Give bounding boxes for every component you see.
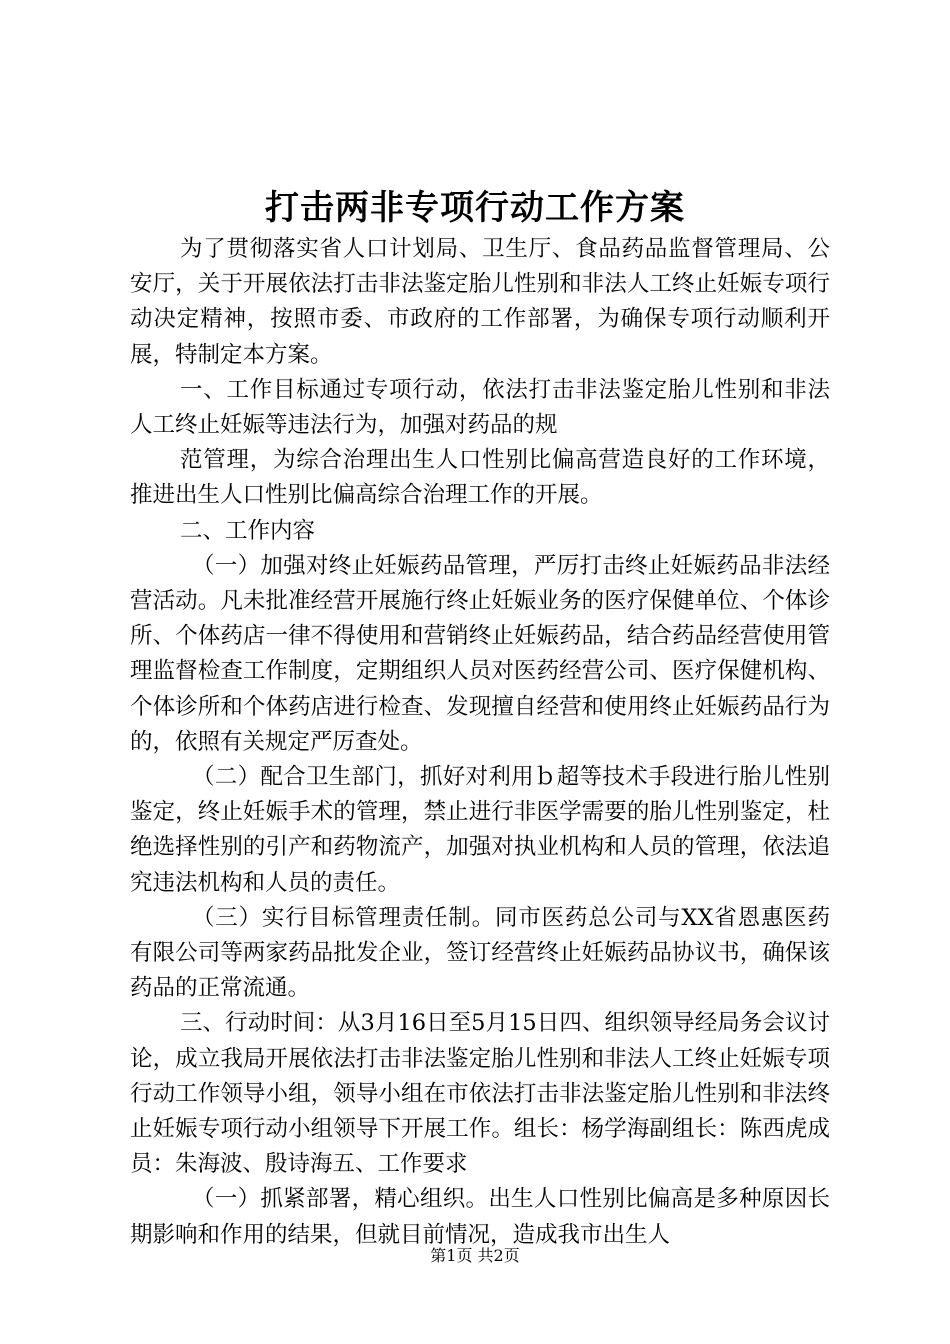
paragraph-section-1: 一、工作目标通过专项行动，依法打击非法鉴定胎儿性别和非法人工终止妊娠等违法行为，加强对药品的规 — [130, 376, 830, 439]
document-title: 打击两非专项行动工作方案 — [265, 188, 685, 228]
page-footer: 第1页 共2页 — [430, 1246, 520, 1265]
paragraph-intro: 为了贯彻落实省人口计划局、卫生厅、食品药品监督管理局、公安厅，关于开展依法打击非法鉴定胎儿性别和非法人工终止妊娠专项行动决定精神，按照市委、市政府的工作部署，为确保专项行动顺利开展，特制定本方案。 — [130, 236, 830, 368]
document-body — [130, 232, 830, 1253]
paragraph-section-1-cont: 范管理，为综合治理出生人口性别比偏高营造良好的工作环境，推进出生人口性别比偏高综合治理工作的开展。 — [130, 447, 830, 509]
paragraph-item-3: （三）实行目标管理责任制。同市医药总公司与XX省恩惠医药有限公司等两家药品批发企业，签订经营终止妊娠药品协议书，确保该药品的正常流通。 — [130, 904, 830, 1002]
paragraph-section-3-4-5: 三、行动时间：从3月16日至5月15日四、组织领导经局务会议讨论，成立我局开展依法打击非法鉴定胎儿性别和非法人工终止妊娠专项行动工作领导小组，领导小组在市依法打击非法鉴定胎儿性别和非法终止妊娠专项行动小组领导下开展工作。组长：杨学海副组长：陈西虎成员：朱海波、殷诗海五、工作要求 — [130, 1010, 830, 1178]
paragraph-item-1: （一）加强对终止妊娠药品管理，严厉打击终止妊娠药品非法经营活动。凡未批准经营开展施行终止妊娠业务的医疗保健单位、个体诊所、个体药店一律不得使用和营销终止妊娠药品，结合药品经营使用管理监督检查工作制度，定期组织人员对医药经营公司、医疗保健机构、个体诊所和个体药店进行检查、发现擅自经营和使用终止妊娠药品行为的，依照有关规定严厉查处。 — [130, 552, 830, 755]
paragraph-requirement-1: （一）抓紧部署，精心组织。出生人口性别比偏高是多种原因长期影响和作用的结果，但就目前情况，造成我市出生人 — [130, 1186, 830, 1248]
heading-section-2: 二、工作内容 — [180, 517, 316, 544]
paragraph-item-2: （二）配合卫生部门，抓好对利用ｂ超等技术手段进行胎儿性别鉴定，终止妊娠手术的管理，禁止进行非医学需要的胎儿性别鉴定，杜绝选择性别的引产和药物流产，加强对执业机构和人员的管理，依法追究违法机构和人员的责任。 — [130, 764, 830, 896]
